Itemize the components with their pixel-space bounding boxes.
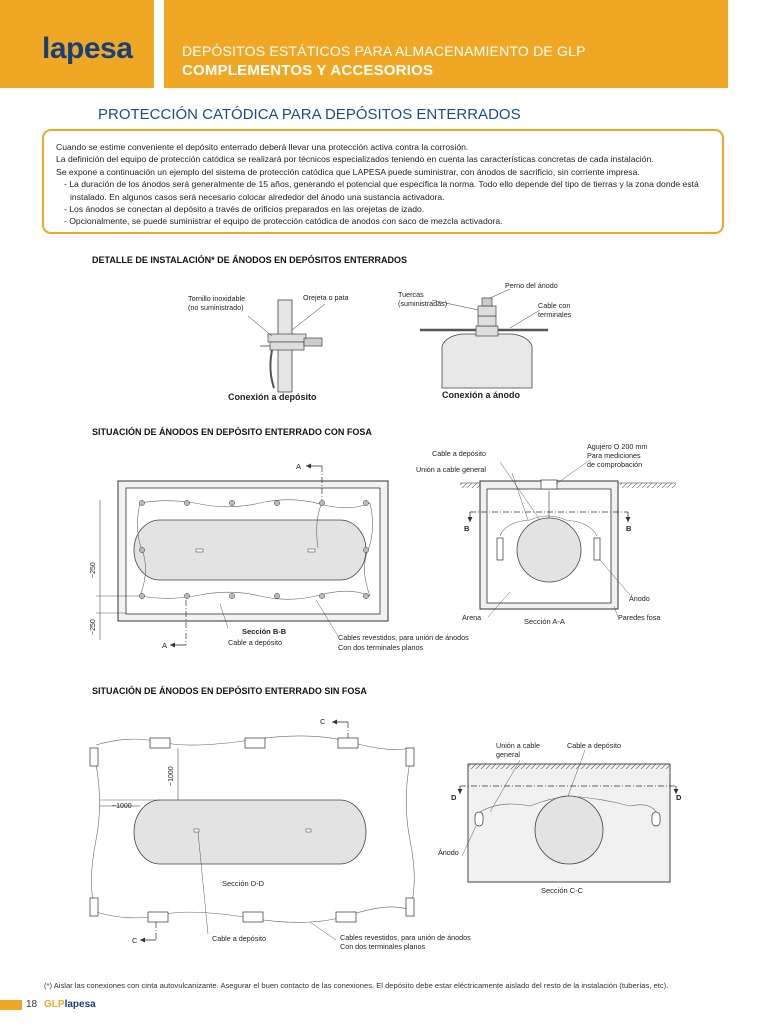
label-union-cable-pit: Unión a cable general (416, 465, 486, 474)
label-agujero-1: Agujero O 200 mm (587, 442, 648, 451)
footnote: (*) Aislar las conexiones con cinta autovulcanizante. Asegurar el buen contacto de las conexiones. El depósito debe estar eléctricamente aislado del resto de la instalación (tuberías, etc). (44, 981, 669, 990)
label-cable-deposito-pit: Cable a depósito (228, 638, 282, 647)
label-dim-250-1: ~250 (90, 562, 97, 578)
label-seccion-bb: Sección B-B (242, 627, 287, 636)
footer-brand (44, 999, 96, 1010)
label-dim-250-2: ~250 (90, 619, 97, 635)
label-conexion-deposito: Conexión a depósito (228, 392, 317, 402)
label-tuercas-2: (suministradas) (398, 299, 448, 308)
label-cable-con-2: terminales (538, 310, 572, 319)
label-seccion-aa: Sección A-A (524, 617, 565, 626)
label-a-top: A (296, 462, 302, 471)
label-d-left: D (451, 793, 457, 802)
page-title: PROTECCIÓN CATÓDICA PARA DEPÓSITOS ENTERRADOS (98, 106, 521, 123)
lapesa-logo: lapesa (42, 32, 133, 65)
intro-paragraph-1: Cuando se estime conveniente el depósito enterrado deberá llevar una protección activa contra la corrosión. (56, 142, 469, 152)
page-number-bar (0, 1000, 22, 1010)
label-dim-1000-h: ~1000 (112, 803, 132, 810)
label-orejeta: Orejeta o pata (303, 293, 349, 302)
label-union-1-nopit: Unión a cable (496, 741, 540, 750)
label-c-top: C (320, 717, 326, 726)
label-cable-con-1: Cable con (538, 301, 571, 310)
label-seccion-cc: Sección C-C (541, 886, 584, 895)
nopit-section-view (458, 750, 679, 882)
label-cable-deposito-pit-section: Cable a depósito (432, 449, 486, 458)
label-cable-deposito-nopit-section: Cable a depósito (567, 741, 621, 750)
label-tornillo-1: Tornillo inoxidable (188, 294, 246, 303)
label-seccion-dd: Sección D-D (222, 879, 265, 888)
label-b-left: B (464, 524, 470, 533)
pit-plan-view (96, 464, 388, 648)
section-2-heading: SITUACIÓN DE ÁNODOS EN DEPÓSITO ENTERRADO CON FOSA (92, 427, 372, 437)
intro-paragraph-3: Se expone a continuación un ejemplo del sistema de protección catódica que LAPESA puede suministrar, con ánodos de sacrificio, sin corriente impresa. (56, 166, 640, 177)
label-arena: Arena (462, 613, 482, 622)
deposit-connection-detail (248, 300, 325, 392)
label-cables-2-nopit: Con dos terminales planos (340, 942, 426, 951)
label-cables-2-pit: Con dos terminales planos (338, 643, 424, 652)
label-union-2-nopit: general (496, 750, 520, 759)
label-anodo-pit: Ánodo (629, 594, 650, 603)
intro-bullet-1: - La duración de los ánodos será generalmente de 15 años, generando el potencial que especifica la norma. Todo ello depende del tipo de tierras y la zona donde está instalado. En algunos casos será necesario colocar alrededor del ánodo una sustancia activadora. (64, 179, 699, 202)
label-d-right: D (676, 793, 682, 802)
label-tornillo-2: (no suministrado) (188, 303, 244, 312)
label-b-right: B (626, 524, 632, 533)
label-cable-deposito-nopit: Cable a depósito (212, 934, 266, 943)
footer-brand-suffix: lapesa (64, 999, 96, 1010)
nopit-plan-view (90, 720, 414, 943)
label-conexion-anodo: Conexión a ánodo (442, 390, 521, 400)
page-number: 18 (26, 999, 38, 1010)
label-cables-1-nopit: Cables revestidos, para unión de ánodos (340, 933, 471, 942)
intro-paragraph-2: La definición del equipo de protección catódica se realizará por técnicos especializados teniendo en cuenta las características concretas de cada instalación. (56, 154, 654, 165)
section-1-heading: DETALLE DE INSTALACIÓN* DE ÁNODOS EN DEPÓSITOS ENTERRADOS (92, 255, 408, 265)
label-perno: Perno del ánodo (505, 281, 558, 290)
label-agujero-3: de comprobación (587, 460, 643, 469)
header-line-2: COMPLEMENTOS Y ACCESORIOS (182, 62, 434, 79)
label-tuercas-1: Tuercas (398, 290, 424, 299)
section-3-heading: SITUACIÓN DE ÁNODOS EN DEPÓSITO ENTERRADO SIN FOSA (92, 686, 367, 696)
intro-bullet-3: - Opcionalmente, se puede suministrar el equipo de protección catódica de anodos con saco de mezcla activadora. (64, 216, 503, 227)
label-paredes-fosa: Paredes fosa (618, 613, 661, 622)
label-dim-1000-v: ~1000 (168, 766, 175, 786)
label-agujero-2: Para mediciones (587, 451, 641, 460)
footer-brand-prefix: GLP (44, 999, 65, 1010)
header-line-1: DEPÓSITOS ESTÁTICOS PARA ALMACENAMIENTO DE GLP (182, 43, 586, 59)
label-a-bottom: A (162, 641, 168, 650)
intro-bullet-2: - Los ánodos se conectan al depósito a través de orificios preparados en las orejetas de izado. (64, 204, 425, 215)
label-anodo-nopit: Ánodo (438, 848, 459, 857)
label-cables-1-pit: Cables revestidos, para unión de ánodos (338, 633, 469, 642)
label-c-bottom: C (132, 936, 138, 945)
